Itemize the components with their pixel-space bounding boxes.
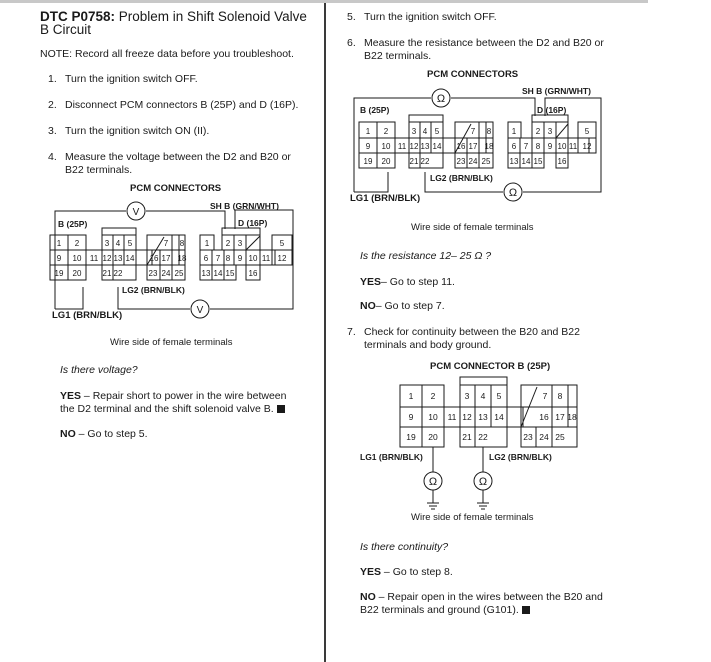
connector-d-label: D (16P) xyxy=(537,105,567,115)
pin-label: 7 xyxy=(215,254,221,263)
pin-label: 3 xyxy=(547,127,553,136)
pin-label: 7 xyxy=(523,142,529,151)
meter-symbol: Ω xyxy=(436,93,446,105)
pin-label: 19 xyxy=(406,432,416,442)
no-label: NO xyxy=(360,591,376,603)
pin-label: 12 xyxy=(277,254,287,263)
no-label: NO xyxy=(60,428,76,440)
step-number: 7. xyxy=(347,326,356,338)
pin-label: 18 xyxy=(567,412,577,422)
pin-label: 24 xyxy=(161,269,171,278)
pin-label: 2 xyxy=(225,239,231,248)
pin-label: 22 xyxy=(113,269,123,278)
pin-label: 7 xyxy=(163,239,169,248)
step-text: Disconnect PCM connectors B (25P) and D (16P). xyxy=(65,99,299,111)
end-mark-icon xyxy=(277,405,285,413)
pin-label: 12 xyxy=(102,254,112,263)
step-number: 1. xyxy=(48,73,57,85)
pin-label: 8 xyxy=(557,391,563,401)
column-divider xyxy=(324,3,326,662)
pin-label: 11 xyxy=(568,142,578,151)
pin-label: 2 xyxy=(74,239,80,248)
pin-label: 15 xyxy=(533,157,543,166)
diagram1-connector-diagram xyxy=(40,195,300,325)
diagram2-lg1-label: LG1 (BRN/BLK) xyxy=(350,193,421,204)
step-5 xyxy=(347,11,497,24)
connector-b-label: B (25P) xyxy=(58,219,88,229)
question-3: Is there continuity? xyxy=(360,541,449,553)
pin-label: 5 xyxy=(434,127,440,136)
shb-wire-label: SH B (GRN/WHT) xyxy=(522,86,591,96)
pin-label: 14 xyxy=(125,254,135,263)
question-1: Is there voltage? xyxy=(60,364,138,376)
pin-label: 23 xyxy=(148,269,158,278)
step-text: Check for continuity between the B20 and B22 xyxy=(364,326,580,338)
pin-label: 13 xyxy=(201,269,211,278)
pin-label: 9 xyxy=(547,142,553,151)
pin-label: 24 xyxy=(468,157,478,166)
pin-label: 13 xyxy=(113,254,123,263)
pin-label: 25 xyxy=(174,269,184,278)
pin-label: 23 xyxy=(456,157,466,166)
pin-label: 12 xyxy=(462,412,472,422)
pin-label: 10 xyxy=(248,254,258,263)
pin-label: 5 xyxy=(496,391,502,401)
meter-symbol: V xyxy=(196,305,204,316)
pin-label: 9 xyxy=(408,412,414,422)
pin-label: 1 xyxy=(365,127,371,136)
pin-label: 23 xyxy=(523,432,533,442)
meter-symbol: Ω xyxy=(428,476,438,488)
step-number: 6. xyxy=(347,37,356,49)
pin-label: 4 xyxy=(115,239,121,248)
step-number: 2. xyxy=(48,99,57,111)
shb-wire-label: SH B (GRN/WHT) xyxy=(210,201,279,211)
pin-label: 1 xyxy=(408,391,414,401)
pin-label: 14 xyxy=(213,269,223,278)
pin-label: 25 xyxy=(555,432,565,442)
step-text: Turn the ignition switch OFF. xyxy=(364,11,497,23)
pin-label: 19 xyxy=(54,269,64,278)
pin-label: 8 xyxy=(486,127,492,136)
pin-label: 10 xyxy=(72,254,82,263)
yes-text: – Go to step 11. xyxy=(381,276,455,288)
pin-label: 9 xyxy=(237,254,243,263)
diagram3-connector-diagram xyxy=(355,375,595,515)
answer-3-no xyxy=(360,591,603,616)
end-mark-icon xyxy=(522,606,530,614)
pin-label: 3 xyxy=(464,391,470,401)
pin-label: 12 xyxy=(409,142,419,151)
diagram1-title: PCM CONNECTORS xyxy=(130,183,222,194)
no-text: – Repair open in the wires between the B20 and xyxy=(375,591,603,603)
diagram3-caption: Wire side of female terminals xyxy=(411,512,534,523)
pin-label: 22 xyxy=(478,432,488,442)
diagram2-caption: Wire side of female terminals xyxy=(411,222,534,233)
connector-b-label: B (25P) xyxy=(360,105,390,115)
pin-label: 17 xyxy=(161,254,171,263)
pin-label: 19 xyxy=(363,157,373,166)
ground-icon xyxy=(477,503,489,509)
pin-label: 1 xyxy=(511,127,517,136)
pin-label: 5 xyxy=(279,239,285,248)
step-2 xyxy=(48,99,298,112)
pin-label: 3 xyxy=(411,127,417,136)
pin-label: 8 xyxy=(225,254,231,263)
step-4 xyxy=(48,151,291,176)
pin-label: 9 xyxy=(56,254,62,263)
pin-label: 6 xyxy=(203,254,209,263)
pin-label: 7 xyxy=(470,127,476,136)
pin-label: 5 xyxy=(584,127,590,136)
pin-label: 2 xyxy=(430,391,436,401)
yes-text: – Repair short to power in the wire between xyxy=(81,390,287,402)
pin-label: 17 xyxy=(555,412,565,422)
lg2-wire-label: LG2 (BRN/BLK) xyxy=(430,173,493,183)
step-text-line2: B22 terminals. xyxy=(364,49,432,62)
yes-label: YES xyxy=(60,390,82,402)
connector-d-label: D (16P) xyxy=(238,218,268,228)
pin-label: 16 xyxy=(456,142,466,151)
answer-2-yes xyxy=(360,276,455,289)
pin-label: 18 xyxy=(484,142,494,151)
step-text-line2: terminals and body ground. xyxy=(364,338,492,351)
diagram1-wire-lg1 xyxy=(55,287,83,309)
answer-2-no xyxy=(360,300,445,313)
yes-text-line2: the D2 terminal and the shift solenoid valve B. xyxy=(60,402,274,415)
diagram3-title: PCM CONNECTOR B (25P) xyxy=(430,361,551,372)
diagram2-wire-lg1 xyxy=(354,172,388,192)
pin-label: 4 xyxy=(480,391,486,401)
pin-label: 21 xyxy=(462,432,472,442)
meter-symbol: Ω xyxy=(508,187,518,199)
pin-label: 4 xyxy=(422,127,428,136)
title-text: Problem in Shift Solenoid Valve xyxy=(115,9,307,24)
pin-label: 7 xyxy=(542,391,548,401)
page-title xyxy=(40,10,307,36)
pin-label: 8 xyxy=(535,142,541,151)
pin-label: 21 xyxy=(409,157,419,166)
pin-label: 20 xyxy=(381,157,391,166)
step-text-line2: B22 terminals. xyxy=(65,163,133,176)
pin-label: 16 xyxy=(149,254,159,263)
pin-label: 1 xyxy=(56,239,62,248)
pin-label: 13 xyxy=(420,142,430,151)
pin-label: 18 xyxy=(177,254,187,263)
step-text: Turn the ignition switch ON (II). xyxy=(65,125,210,137)
pin-label: 22 xyxy=(420,157,430,166)
pin-label: 13 xyxy=(509,157,519,166)
diagram1-caption: Wire side of female terminals xyxy=(110,337,233,348)
pin-label: 15 xyxy=(225,269,235,278)
pin-label: 24 xyxy=(539,432,549,442)
step-1 xyxy=(48,73,198,86)
diagram1-lg1-label: LG1 (BRN/BLK) xyxy=(52,310,123,321)
pin-label: 11 xyxy=(447,412,457,422)
pin-label: 17 xyxy=(468,142,478,151)
pin-label: 2 xyxy=(535,127,541,136)
pin-label: 2 xyxy=(383,127,389,136)
pin-label: 21 xyxy=(102,269,112,278)
pin-label: 16 xyxy=(557,157,567,166)
lg2-wire-label: LG2 (BRN/BLK) xyxy=(122,285,185,295)
step-7 xyxy=(347,326,580,351)
pin-label: 6 xyxy=(511,142,517,151)
yes-label: YES xyxy=(360,276,382,288)
pin-label: 16 xyxy=(539,412,549,422)
step-number: 4. xyxy=(48,151,57,163)
pin-label: 12 xyxy=(582,142,592,151)
pin-label: 20 xyxy=(72,269,82,278)
pin-label: 13 xyxy=(478,412,488,422)
pin-label: 10 xyxy=(381,142,391,151)
note: NOTE: Record all freeze data before you troubleshoot. xyxy=(40,48,294,60)
pin-label: 25 xyxy=(481,157,491,166)
step-6 xyxy=(347,37,604,62)
lg1-wire-label: LG1 (BRN/BLK) xyxy=(360,452,423,462)
diagram2-title: PCM CONNECTORS xyxy=(427,69,519,80)
no-text: – Go to step 5. xyxy=(75,428,148,440)
dtc-code: DTC P0758: xyxy=(40,9,116,24)
meter-symbol: V xyxy=(132,207,140,218)
pin-label: 14 xyxy=(494,412,504,422)
pin-label: 8 xyxy=(179,239,185,248)
no-text-line2: B22 terminals and ground (G101). xyxy=(360,603,519,616)
step-text: Measure the resistance between the D2 and B20 or xyxy=(364,37,604,49)
title-text-line2: B Circuit xyxy=(40,22,92,37)
pin-label: 1 xyxy=(204,239,210,248)
pin-label: 9 xyxy=(365,142,371,151)
step-3 xyxy=(48,125,209,138)
pin-label: 14 xyxy=(521,157,531,166)
pin-label: 10 xyxy=(557,142,567,151)
pin-label: 11 xyxy=(261,254,271,263)
pin-label: 3 xyxy=(237,239,243,248)
step-number: 5. xyxy=(347,11,356,23)
yes-label: YES xyxy=(360,566,382,578)
no-text: – Go to step 7. xyxy=(375,300,445,312)
yes-text: – Go to step 8. xyxy=(381,566,453,578)
no-label: NO xyxy=(360,300,376,312)
pin-label: 16 xyxy=(248,269,258,278)
pin-label: 10 xyxy=(428,412,438,422)
answer-1-no xyxy=(60,428,148,441)
ground-icon xyxy=(427,503,439,509)
pin-label: 5 xyxy=(127,239,133,248)
step-text: Measure the voltage between the D2 and B20 or xyxy=(65,151,291,163)
step-number: 3. xyxy=(48,125,57,137)
question-2: Is the resistance 12– 25 Ω ? xyxy=(360,250,492,262)
pin-label: 11 xyxy=(89,254,99,263)
pin-label: 14 xyxy=(432,142,442,151)
pin-label: 11 xyxy=(397,142,407,151)
answer-1-yes xyxy=(60,390,286,415)
pin-label: 3 xyxy=(104,239,110,248)
meter-symbol: Ω xyxy=(478,476,488,488)
lg2-wire-label: LG2 (BRN/BLK) xyxy=(489,452,552,462)
pin-label: 20 xyxy=(428,432,438,442)
answer-3-yes xyxy=(360,566,453,579)
step-text: Turn the ignition switch OFF. xyxy=(65,73,198,85)
